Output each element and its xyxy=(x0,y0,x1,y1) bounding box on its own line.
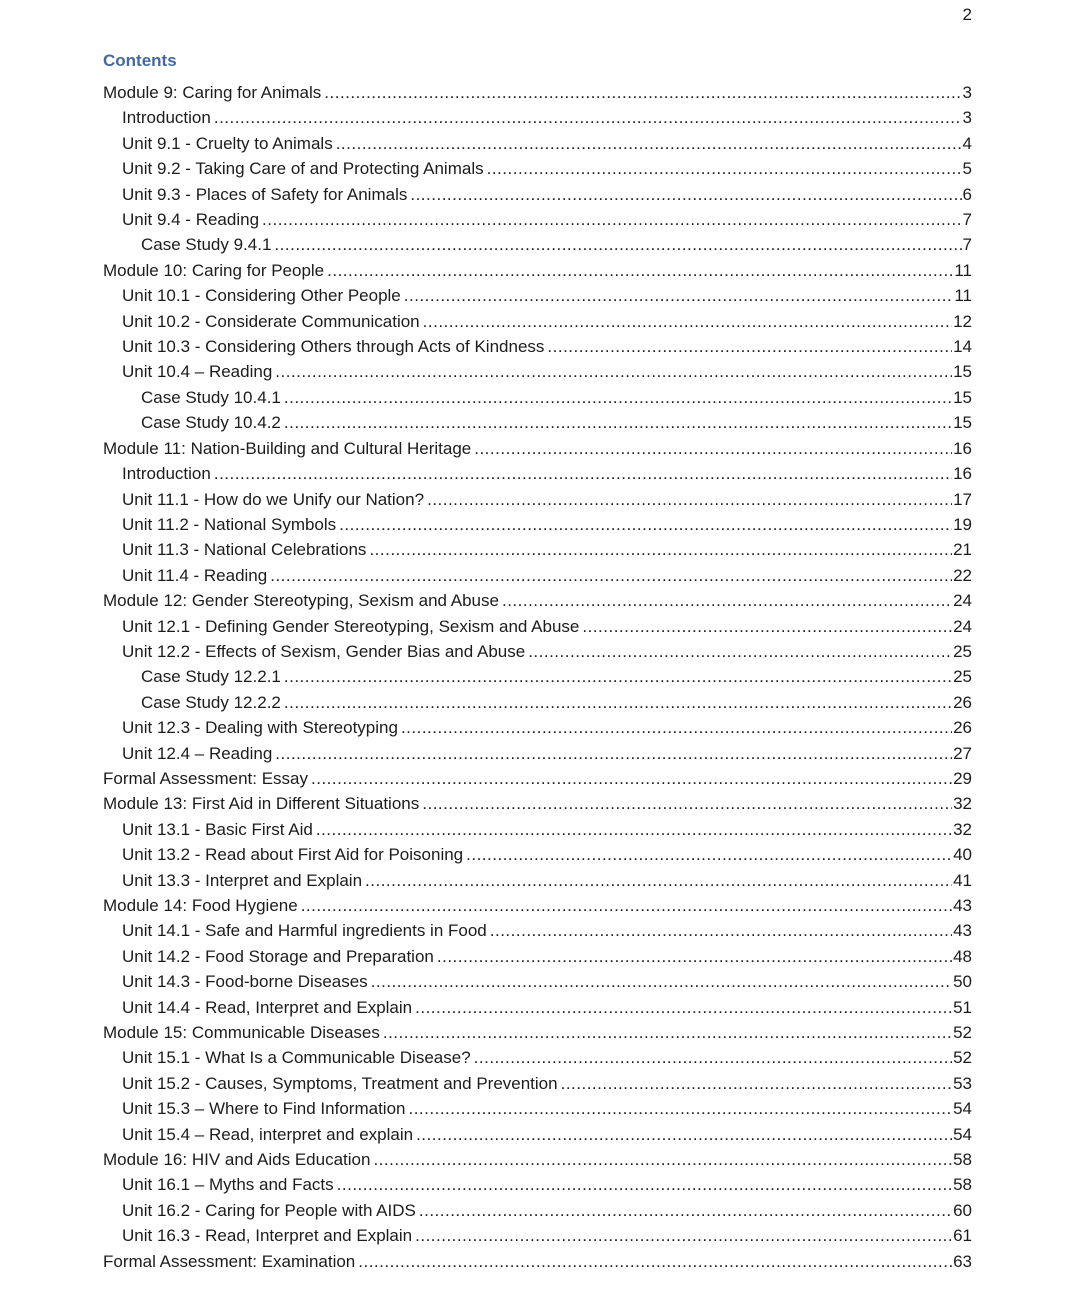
toc-dot-leader xyxy=(474,436,952,461)
toc-entry xyxy=(103,588,972,613)
toc-entry-label: Unit 15.2 - Causes, Symptoms, Treatment and Prevention xyxy=(122,1073,558,1093)
toc-dot-leader xyxy=(275,359,952,384)
toc-entry-page: 15 xyxy=(953,387,972,407)
toc-entry-page: 43 xyxy=(953,921,972,941)
toc-entry-label: Introduction xyxy=(122,464,211,484)
toc-entry-label: Unit 11.3 - National Celebrations xyxy=(122,540,367,560)
toc-entry-label: Module 11: Nation-Building and Cultural Heritage xyxy=(103,438,472,458)
toc-entry-page: 25 xyxy=(953,667,972,687)
toc-dot-leader xyxy=(339,512,952,537)
toc-entry-label: Module 16: HIV and Aids Education xyxy=(103,1150,371,1170)
toc-entry-page: 15 xyxy=(953,413,972,433)
toc-entry xyxy=(103,868,972,893)
toc-dot-leader xyxy=(547,334,952,359)
toc-entry-label: Unit 13.1 - Basic First Aid xyxy=(122,819,313,839)
toc-entry-page: 14 xyxy=(953,337,972,357)
toc-entry-page: 54 xyxy=(953,1124,972,1144)
toc-dot-leader xyxy=(284,410,952,435)
toc-entry-page: 43 xyxy=(953,896,972,915)
toc-entry-label: Unit 13.3 - Interpret and Explain xyxy=(122,870,363,890)
toc-entry-page: 58 xyxy=(953,1150,972,1170)
toc-entry-page: 50 xyxy=(953,972,972,992)
toc-entry-page: 51 xyxy=(953,997,972,1017)
toc-entry-label: Case Study 9.4.1 xyxy=(141,235,272,255)
toc-entry xyxy=(103,156,972,181)
toc-entry-page: 25 xyxy=(953,641,972,661)
toc-entry-label: Unit 16.1 – Myths and Facts xyxy=(122,1175,334,1195)
toc-dot-leader xyxy=(275,741,952,766)
toc-entry-label: Unit 11.1 - How do we Unify our Nation? xyxy=(122,489,425,509)
toc-entry xyxy=(103,817,972,842)
toc-entry-page: 12 xyxy=(953,311,972,331)
toc-dot-leader xyxy=(311,766,952,791)
page-number: 2 xyxy=(962,5,972,24)
toc-entry-page: 32 xyxy=(953,794,972,814)
toc-entry-page: 11 xyxy=(954,260,972,280)
toc-entry-page: 63 xyxy=(953,1251,972,1271)
toc-entry xyxy=(103,1045,972,1070)
toc-entry-page: 60 xyxy=(953,1200,972,1220)
toc-entry-page: 11 xyxy=(954,286,972,306)
toc-dot-leader xyxy=(369,537,952,562)
toc-entry xyxy=(103,258,972,283)
toc-entry-page: 40 xyxy=(953,845,972,865)
toc-entry-page: 32 xyxy=(953,819,972,839)
toc-entry-page: 58 xyxy=(953,1175,972,1195)
toc-entry-label: Unit 9.1 - Cruelty to Animals xyxy=(122,133,333,153)
toc-entry xyxy=(103,131,972,156)
toc-entry-page: 41 xyxy=(953,870,972,890)
toc-entry xyxy=(103,461,972,486)
toc-entry xyxy=(103,995,972,1020)
toc-entry-page: 61 xyxy=(953,1226,972,1246)
toc-entry xyxy=(103,741,972,766)
toc-entry-label: Unit 15.3 – Where to Find Information xyxy=(122,1099,406,1119)
toc-dot-leader xyxy=(582,614,952,639)
toc-entry-page: 3 xyxy=(962,108,972,128)
toc-entry-page: 21 xyxy=(953,540,972,560)
toc-entry xyxy=(103,182,972,207)
toc-entry-label: Unit 10.2 - Considerate Communication xyxy=(122,311,420,331)
toc-entry-label: Case Study 10.4.2 xyxy=(141,413,281,433)
toc-entry-label: Unit 15.1 - What Is a Communicable Disease? xyxy=(122,1048,471,1068)
toc-entry xyxy=(103,512,972,537)
toc-entry-page: 17 xyxy=(953,489,972,509)
toc-entry-label: Unit 9.4 - Reading xyxy=(122,210,260,230)
toc-dot-leader xyxy=(371,969,952,994)
toc-entry xyxy=(103,842,972,867)
toc-entry-label: Unit 14.1 - Safe and Harmful ingredients in Food xyxy=(122,921,487,941)
toc-entry-label: Case Study 10.4.1 xyxy=(141,387,281,407)
toc-entry xyxy=(103,639,972,664)
toc-entry-label: Module 10: Caring for People xyxy=(103,260,325,280)
toc-dot-leader xyxy=(301,893,952,918)
toc-entry-page: 4 xyxy=(962,133,972,153)
toc-entry xyxy=(103,80,972,105)
toc-entry-page: 6 xyxy=(962,184,972,204)
toc-entry xyxy=(103,385,972,410)
toc-entry-label: Unit 11.4 - Reading xyxy=(122,565,268,585)
toc-entry xyxy=(103,1071,972,1096)
toc-entry-label: Case Study 12.2.2 xyxy=(141,692,281,712)
toc-dot-leader xyxy=(274,232,961,257)
toc-entry-label: Unit 12.2 - Effects of Sexism, Gender Bias and Abuse xyxy=(122,641,526,661)
toc-dot-leader xyxy=(365,868,952,893)
toc-entry xyxy=(103,1198,972,1223)
toc-entry-label: Unit 14.4 - Read, Interpret and Explain xyxy=(122,997,413,1017)
toc-entry-label: Module 14: Food Hygiene xyxy=(103,896,298,915)
toc-entry-page: 22 xyxy=(953,565,972,585)
toc-dot-leader xyxy=(474,1045,952,1070)
toc-entry xyxy=(103,791,972,816)
toc-entry xyxy=(103,334,972,359)
toc-entry xyxy=(103,563,972,588)
toc-entry xyxy=(103,664,972,689)
toc-dot-leader xyxy=(528,639,952,664)
toc-entry-page: 24 xyxy=(953,591,972,611)
toc-dot-leader xyxy=(437,944,952,969)
toc-list xyxy=(103,80,972,1274)
toc-entry xyxy=(103,1096,972,1121)
toc-entry-label: Case Study 12.2.1 xyxy=(141,667,281,687)
toc-entry-page: 24 xyxy=(953,616,972,636)
toc-entry xyxy=(103,1020,972,1045)
toc-dot-leader xyxy=(337,1172,952,1197)
toc-entry-page: 3 xyxy=(962,83,972,102)
toc-dot-leader xyxy=(373,1147,952,1172)
toc-entry-label: Unit 14.2 - Food Storage and Preparation xyxy=(122,946,434,966)
toc-entry-page: 48 xyxy=(953,946,972,966)
toc-dot-leader xyxy=(466,842,952,867)
toc-entry-page: 52 xyxy=(953,1048,972,1068)
toc-entry xyxy=(103,690,972,715)
toc-dot-leader xyxy=(324,80,961,105)
toc-dot-leader xyxy=(336,131,962,156)
toc-entry-label: Unit 16.3 - Read, Interpret and Explain xyxy=(122,1226,413,1246)
toc-dot-leader xyxy=(284,664,952,689)
toc-dot-leader xyxy=(427,487,952,512)
toc-entry-label: Unit 10.1 - Considering Other People xyxy=(122,286,401,306)
toc-entry-label: Unit 10.3 - Considering Others through Acts of Kindness xyxy=(122,337,545,357)
toc-dot-leader xyxy=(404,283,954,308)
toc-dot-leader xyxy=(358,1249,952,1274)
toc-entry-label: Unit 16.2 - Caring for People with AIDS xyxy=(122,1200,416,1220)
toc-dot-leader xyxy=(284,690,952,715)
toc-dot-leader xyxy=(415,995,952,1020)
toc-entry-label: Unit 9.2 - Taking Care of and Protecting Animals xyxy=(122,159,484,179)
toc-entry-label: Unit 9.3 - Places of Safety for Animals xyxy=(122,184,408,204)
toc-entry-page: 16 xyxy=(953,464,972,484)
toc-dot-leader xyxy=(490,918,952,943)
toc-entry xyxy=(103,436,972,461)
toc-dot-leader xyxy=(262,207,962,232)
toc-entry xyxy=(103,944,972,969)
toc-dot-leader xyxy=(422,791,952,816)
toc-entry xyxy=(103,893,972,918)
toc-dot-leader xyxy=(383,1020,952,1045)
toc-entry xyxy=(103,309,972,334)
toc-entry-page: 26 xyxy=(953,692,972,712)
toc-entry-page: 19 xyxy=(953,514,972,534)
toc-entry-page: 5 xyxy=(962,159,972,179)
toc-entry xyxy=(103,207,972,232)
toc-entry-page: 54 xyxy=(953,1099,972,1119)
toc-entry-page: 7 xyxy=(962,210,972,230)
toc-dot-leader xyxy=(502,588,952,613)
toc-dot-leader xyxy=(327,258,953,283)
toc-entry xyxy=(103,614,972,639)
toc-entry xyxy=(103,1172,972,1197)
toc-dot-leader xyxy=(487,156,962,181)
toc-dot-leader xyxy=(316,817,952,842)
toc-entry-label: Unit 15.4 – Read, interpret and explain xyxy=(122,1124,414,1144)
toc-entry-label: Module 12: Gender Stereotyping, Sexism and Abuse xyxy=(103,591,499,611)
toc-dot-leader xyxy=(214,461,952,486)
toc-dot-leader xyxy=(408,1096,952,1121)
toc-entry xyxy=(103,537,972,562)
toc-entry-page: 7 xyxy=(962,235,972,255)
toc-entry-label: Module 13: First Aid in Different Situations xyxy=(103,794,420,814)
toc-dot-leader xyxy=(561,1071,952,1096)
toc-entry xyxy=(103,1223,972,1248)
toc-dot-leader xyxy=(423,309,952,334)
toc-entry xyxy=(103,105,972,130)
toc-entry-page: 29 xyxy=(953,768,972,788)
toc-entry-label: Unit 14.3 - Food-borne Diseases xyxy=(122,972,368,992)
toc-entry xyxy=(103,1147,972,1172)
toc-entry-page: 16 xyxy=(953,438,972,458)
toc-entry xyxy=(103,969,972,994)
toc-dot-leader xyxy=(419,1198,952,1223)
toc-entry xyxy=(103,232,972,257)
toc-dot-leader xyxy=(416,1122,952,1147)
toc-entry xyxy=(103,487,972,512)
toc-entry-label: Unit 12.3 - Dealing with Stereotyping xyxy=(122,718,398,738)
toc-entry xyxy=(103,359,972,384)
toc-dot-leader xyxy=(284,385,952,410)
toc-dot-leader xyxy=(415,1223,952,1248)
toc-entry-label: Unit 13.2 - Read about First Aid for Poisoning xyxy=(122,845,464,865)
toc-entry-label: Formal Assessment: Examination xyxy=(103,1251,356,1271)
toc-entry-page: 26 xyxy=(953,718,972,738)
toc-entry-page: 15 xyxy=(953,362,972,382)
toc-entry xyxy=(103,918,972,943)
toc-entry xyxy=(103,1249,972,1274)
toc-entry-label: Unit 11.2 - National Symbols xyxy=(122,514,337,534)
toc-entry xyxy=(103,1122,972,1147)
contents-heading: Contents xyxy=(103,51,177,70)
toc-entry-label: Unit 10.4 – Reading xyxy=(122,362,273,382)
toc-entry-page: 52 xyxy=(953,1023,972,1043)
toc-entry xyxy=(103,410,972,435)
toc-entry-label: Module 9: Caring for Animals xyxy=(103,83,322,102)
toc-entry-label: Unit 12.4 – Reading xyxy=(122,743,273,763)
toc-dot-leader xyxy=(401,715,952,740)
toc-dot-leader xyxy=(270,563,952,588)
toc-entry xyxy=(103,766,972,791)
toc-entry-label: Module 15: Communicable Diseases xyxy=(103,1023,380,1043)
toc-entry xyxy=(103,715,972,740)
toc-entry-page: 27 xyxy=(953,743,972,763)
toc-entry-page: 53 xyxy=(953,1073,972,1093)
toc-dot-leader xyxy=(410,182,961,207)
toc-dot-leader xyxy=(214,105,962,130)
toc-entry-label: Introduction xyxy=(122,108,211,128)
toc-entry-label: Unit 12.1 - Defining Gender Stereotyping, Sexism and Abuse xyxy=(122,616,580,636)
toc-entry-label: Formal Assessment: Essay xyxy=(103,768,309,788)
toc-entry xyxy=(103,283,972,308)
